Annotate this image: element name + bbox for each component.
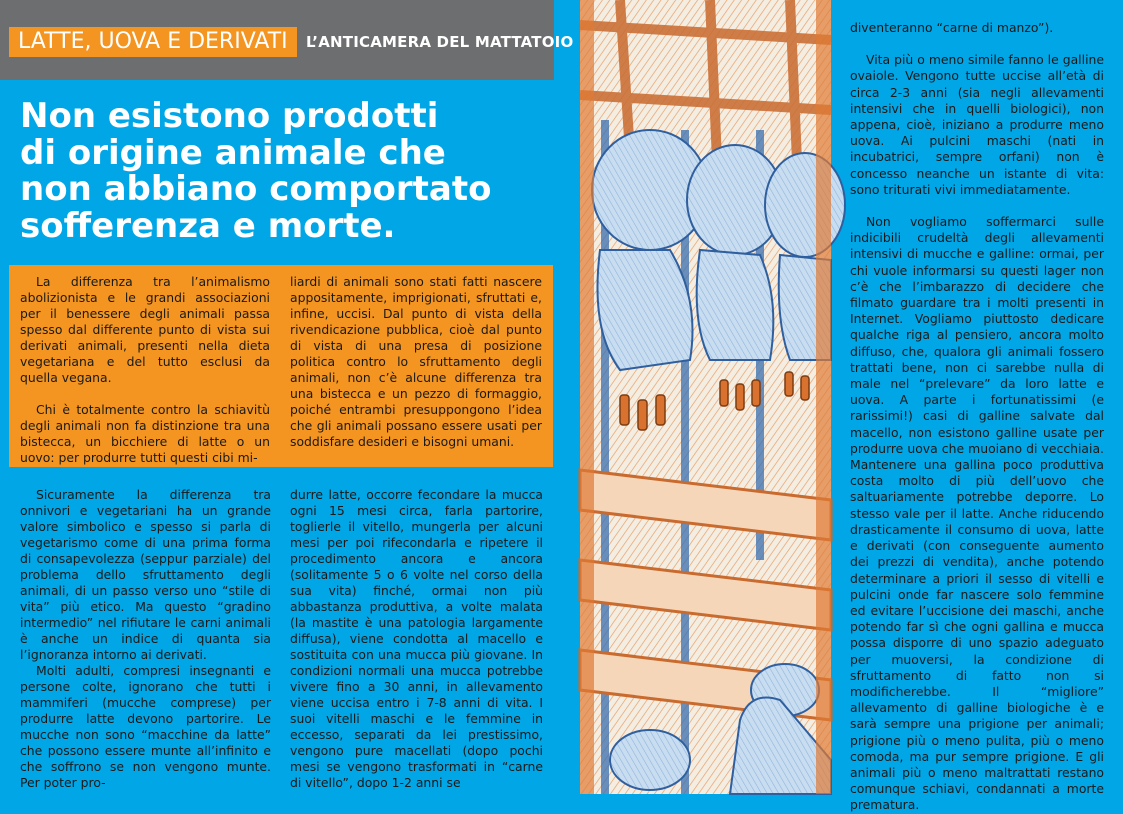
paragraph: durre latte, occorre fecondare la mucca ogni 15 mesi circa, farla partorire, toglierle il vitello, mungerla per alcuni mesi per poi rifecondarla e ripetere il procedimento ancora e ancora (solitamente 5 o 6 volte nel corso della sua vita) finché, ormai non più abbastanza produttiva, a volte malata (la mastite è una patologia largamente diffusa), viene condotta al macello e sostituita con una mucca più giovane. In condizioni normali una mucca potrebbe vivere fino a 30 anni, in allevamento viene uccisa entro i 7-8 anni di vita. I suoi vitelli maschi e le femmine in eccesso, separati da lei prestissimo, vengono pure macellati (dopo pochi mesi se vengono trasformati in “carne di vitello”, dopo 1-2 anni se — [290, 487, 543, 790]
paragraph: Vita più o meno simile fanno le galline ovaiole. Vengono tutte uccise all’età di circa 2-3 anni (sia negli allevamenti intensivi che in quelli biologici), non appena, cioè, iniziano a produrre meno uova. Ai pulcini maschi (nati in incubatrici, sempre orfani) non è concesso neanche un istante di vita: sono triturati vivi immediatamente. — [850, 52, 1104, 197]
headline-line: sofferenza e morte. — [20, 205, 396, 246]
headline-line: non abbiano comportato — [20, 169, 492, 209]
intro-column-2 — [290, 274, 542, 450]
intro-column-1 — [20, 274, 270, 466]
headline-line: Non esistono prodotti — [20, 96, 439, 136]
paragraph: La differenza tra l’animalismo abolizionista e le grandi associazioni per il benessere degli animali passa spesso dal differente punto di vista sui derivati animali, presenti nella dieta vegetariana e del tutto esclusi da quella vegana. — [20, 274, 270, 385]
section-subtitle: L’ANTICAMERA DEL MATTATOIO — [306, 33, 574, 51]
headline-line: di origine animale che — [20, 132, 446, 173]
paragraph: Non vogliamo soffermarci sulle indicibili crudeltà degli allevamenti intensivi di mucche e galline: ormai, per chi vuole informarsi su questi lager non c’è che l’imbarazzo di decidere che filmato guardare tra i molti presenti in Internet. Vogliamo piuttosto dedicare qualche riga al pensiero, ancora molto diffuso, che, qualora gli animali fossero trattati bene, non ci sarebbe nulla di male nel “prelevare” da loro latte e uova. A parte i fortunatissimi (e rarissimi!) casi di galline salvate dal macello, non esistono galline usate per produrre uova che muoiano di vecchiaia. Mantenere una gallina poco produttiva costa molto di più dell’uovo che saltuariamente potrebbe deporre. Lo stesso vale per il latte. Anche riducendo drasticamente il consumo di uova, latte e derivati (con conseguente aumento dei prezzi di vendita), anche potendo determinare a priori il sesso di vitelli e pulcini onde far nascere solo femmine ed evitare l’uccisione dei maschi, anche potendo far sì che ogni gallina e mucca possa disporre di uno spazio adeguato per muoversi, la condizione di sfruttamento di fatto non si modificherebbe. Il “migliore” allevamento di galline biologiche è e sarà sempre una prigione per animali; prigione più o meno pulita, più o meno comoda, ma pur sempre prigione. E gli animali più o meno maltrattati restano comunque schiavi, condannati a morte prematura. — [850, 214, 1104, 813]
right-text-column — [850, 20, 1104, 814]
paragraph: diventeranno “carne di manzo”). — [850, 20, 1054, 35]
paragraph: liardi di animali sono stati fatti nascere appositamente, imprigionati, sfruttati e, infine, uccisi. Dal punto di vista della rivendicazione pubblica, cioè dal punto di vista di una presa di posizione politica contro lo sfruttamento degli animali, non c’è alcune differenza tra una bistecca e un pezzo di formaggio, poiché entrambi presuppongono l’idea che gli animali possano essere usati per soddisfare desideri e bisogni umani. — [290, 274, 542, 449]
dairy-farm-illustration — [580, 0, 831, 794]
body-column-1 — [20, 487, 271, 791]
paragraph: Chi è totalmente contro la schiavitù degli animali non fa distinzione tra una bistecca, un bicchiere di latte o un uovo: per produrre tutti questi cibi mi- — [20, 402, 270, 465]
body-column-2 — [290, 487, 543, 791]
page-headline — [20, 98, 550, 244]
paragraph: Sicuramente la differenza tra onnivori e vegetariani ha un grande valore simbolico e spesso si parla di vegetarismo come di una prima forma di consapevolezza (seppur parziale) del problema dello sfruttamento degli animali, di un passo verso uno “stile di vita” più etico. Ma questo “gradino intermedio” nel rifiutare le carni animali è anche un indice di quanta sia l’ignoranza intorno ai derivati. — [20, 487, 271, 662]
section-tag: LATTE, UOVA E DERIVATI — [9, 27, 297, 57]
paragraph: Molti adulti, compresi insegnanti e persone colte, ignorano che tutti i mammiferi (mucche comprese) per produrre latte devono partorire. Le mucche non sono “macchine da latte” che possono essere munte all’infinito e che soffrono se non vengono munte. Per poter pro- — [20, 663, 271, 790]
